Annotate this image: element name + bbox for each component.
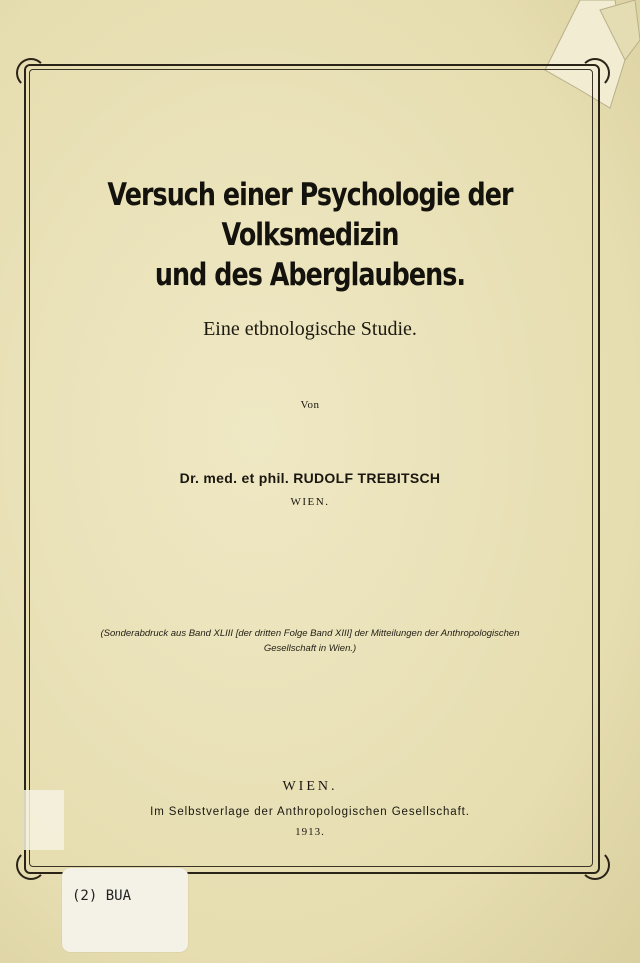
tape-patch: [24, 790, 64, 850]
border-ornament-bottom-right: [580, 850, 610, 880]
border-ornament-bottom-left: [16, 850, 46, 880]
book-title: [89, 175, 532, 295]
title-line-2: und des Aberglaubens.: [154, 257, 466, 293]
border-ornament-top-right: [580, 58, 610, 88]
note-line-1: (Sonderabdruck aus Band XLIII [der dritten Folge Band XIII] der Mitteilungen der Anthropologischen: [100, 628, 520, 639]
author-city: WIEN.: [290, 496, 330, 508]
title-line-1: Versuch einer Psychologie der Volksmedizin: [107, 177, 513, 253]
shelf-label-text: (2) BUA: [72, 888, 132, 904]
subtitle: Eine etbnologische Studie.: [203, 318, 417, 340]
imprint-publisher: Im Selbstverlage der Anthropologischen Gesellschaft.: [150, 806, 470, 818]
note-line-2: Gesellschaft in Wien.): [263, 643, 357, 654]
author-name: Dr. med. et phil. RUDOLF TREBITSCH: [179, 470, 441, 486]
shelf-label: [62, 868, 188, 952]
imprint-city: WIEN.: [282, 779, 338, 794]
imprint-year: 1913.: [295, 826, 325, 838]
byline: Von: [300, 399, 320, 411]
border-ornament-top-left: [16, 58, 46, 88]
offprint-note: [50, 626, 570, 656]
